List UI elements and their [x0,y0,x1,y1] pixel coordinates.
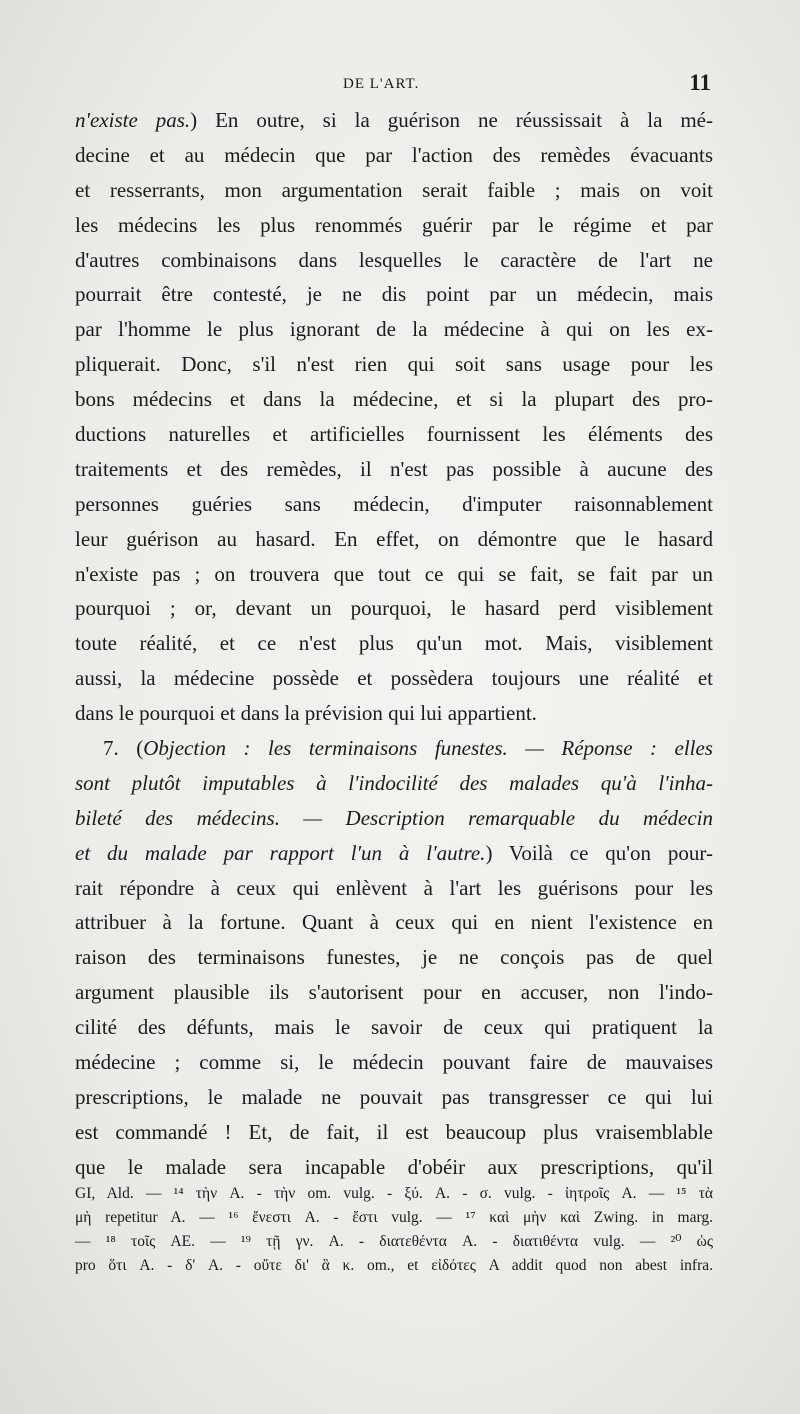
text-line [75,138,713,173]
text-line [75,1080,713,1115]
text-run: attribuer à la fortune. Quant à ceux qui en nient l'existence en [75,910,713,935]
footnote-line: GI, Ald. — ¹⁴ τὴν A. - τὴν om. vulg. - ξύ. A. - σ. vulg. - ἰητροῖς A. — ¹⁵ τὰ [75,1185,713,1202]
text-line [75,1115,713,1150]
text-line [75,696,713,731]
text-line [75,487,713,522]
text-run: leur guérison au hasard. En effet, on démontre que le hasard [75,526,713,551]
footnotes [75,1182,713,1278]
text-line [75,557,713,592]
text-line [75,312,713,347]
italic-text: Objection : les terminaisons funestes. — Réponse : elles [143,736,713,761]
text-line [75,626,713,661]
text-run: et resserrants, mon argumentation serait faible ; mais on voit [75,177,713,202]
text-run: argument plausible ils s'autorisent pour en accuser, non l'indo- [75,980,713,1005]
text-run: est commandé ! Et, de fait, il est beaucoup plus vraisemblable [75,1119,713,1144]
text-line [75,1045,713,1080]
text-line [75,347,713,382]
text-line [75,208,713,243]
text-line [75,243,713,278]
text-run: rait répondre à ceux qui enlèvent à l'art les guérisons pour les [75,875,713,900]
page-header [75,70,715,104]
text-line [75,871,713,906]
italic-text: n'existe pas. [75,108,191,132]
text-run: par l'homme le plus ignorant de la médecine à qui on les ex- [75,317,713,342]
text-line [75,731,713,766]
footnote-line: — ¹⁸ τοῖς AE. — ¹⁹ τῇ γν. A. - διατεθέντα A. - διατιθέντα vulg. — ²⁰ ὡς [75,1233,713,1250]
footnote-line: μὴ repetitur A. — ¹⁶ ἔνεστι A. - ἔστι vulg. — ¹⁷ καὶ μὴν καὶ Zwing. in marg. [75,1209,713,1226]
text-run: que le malade sera incapable d'obéir aux prescriptions, qu'il [75,1154,713,1179]
text-run: les médecins les plus renommés guérir par le régime et par [75,212,713,237]
text-run: pliquerait. Donc, s'il n'est rien qui soit sans usage pour les [75,352,713,377]
text-line [75,975,713,1010]
body-text [75,103,713,1185]
italic-text: sont plutôt imputables à l'indocilité des malades qu'à l'inha- [75,770,713,795]
text-line [75,1010,713,1045]
text-line [75,905,713,940]
text-line [75,522,713,557]
text-run: toute réalité, et ce n'est plus qu'un mot. Mais, visiblement [75,631,713,656]
text-run: bons médecins et dans la médecine, et si la plupart des pro- [75,387,713,412]
text-run: decine et au médecin que par l'action des remèdes évacuants [75,142,713,167]
text-line [75,173,713,208]
text-run: médecine ; comme si, le médecin pouvant faire de mauvaises [75,1050,713,1075]
text-line [75,940,713,975]
footnote-line: pro ὅτι A. - δ' A. - οὔτε δι' ἃ κ. om., et εἰδότες A addit quod non abest infra. [75,1257,713,1274]
text-run: aussi, la médecine possède et possèdera toujours une réalité et [75,666,713,691]
text-run: ) En outre, si la guérison ne réussissait à la mé- [190,108,713,132]
text-run: d'autres combinaisons dans lesquelles le caractère de l'art ne [75,247,713,272]
text-line [75,836,713,871]
text-line [75,1150,713,1185]
text-run: ductions naturelles et artificielles fournissent les éléments des [75,422,713,447]
italic-text: et du malade par rapport l'un à l'autre. [75,840,486,865]
text-run: n'existe pas ; on trouvera que tout ce qui se fait, se fait par un [75,561,713,586]
text-line [75,801,713,836]
text-run: pourrait être contesté, je ne dis point par un médecin, mais [75,282,713,307]
text-run: ) Voilà ce qu'on pour- [485,840,714,865]
italic-text: bileté des médecins. — Description remarquable du médecin [75,805,713,830]
text-line [75,277,713,312]
text-run: pourquoi ; or, devant un pourquoi, le hasard perd visiblement [75,596,713,621]
text-run: traitements et des remèdes, il n'est pas possible à aucune des [75,456,713,481]
text-line [75,766,713,801]
text-line [75,661,713,696]
text-line [75,103,713,138]
text-line [75,382,713,417]
text-line [75,417,713,452]
text-run: dans le pourquoi et dans la prévision qui lui appartient. [75,701,537,726]
text-run: prescriptions, le malade ne pouvait pas transgresser ce qui lui [75,1084,713,1109]
text-run: raison des terminaisons funestes, je ne conçois pas de quel [75,945,713,970]
running-head: DE L'ART. [343,76,420,92]
text-run: cilité des défunts, mais le savoir de ceux qui pratiquent la [75,1015,713,1040]
text-run: personnes guéries sans médecin, d'imputer raisonnablement [75,491,713,516]
text-line [75,591,713,626]
page-number: 11 [689,70,711,95]
text-run: 7. ( [103,736,144,761]
text-line [75,452,713,487]
